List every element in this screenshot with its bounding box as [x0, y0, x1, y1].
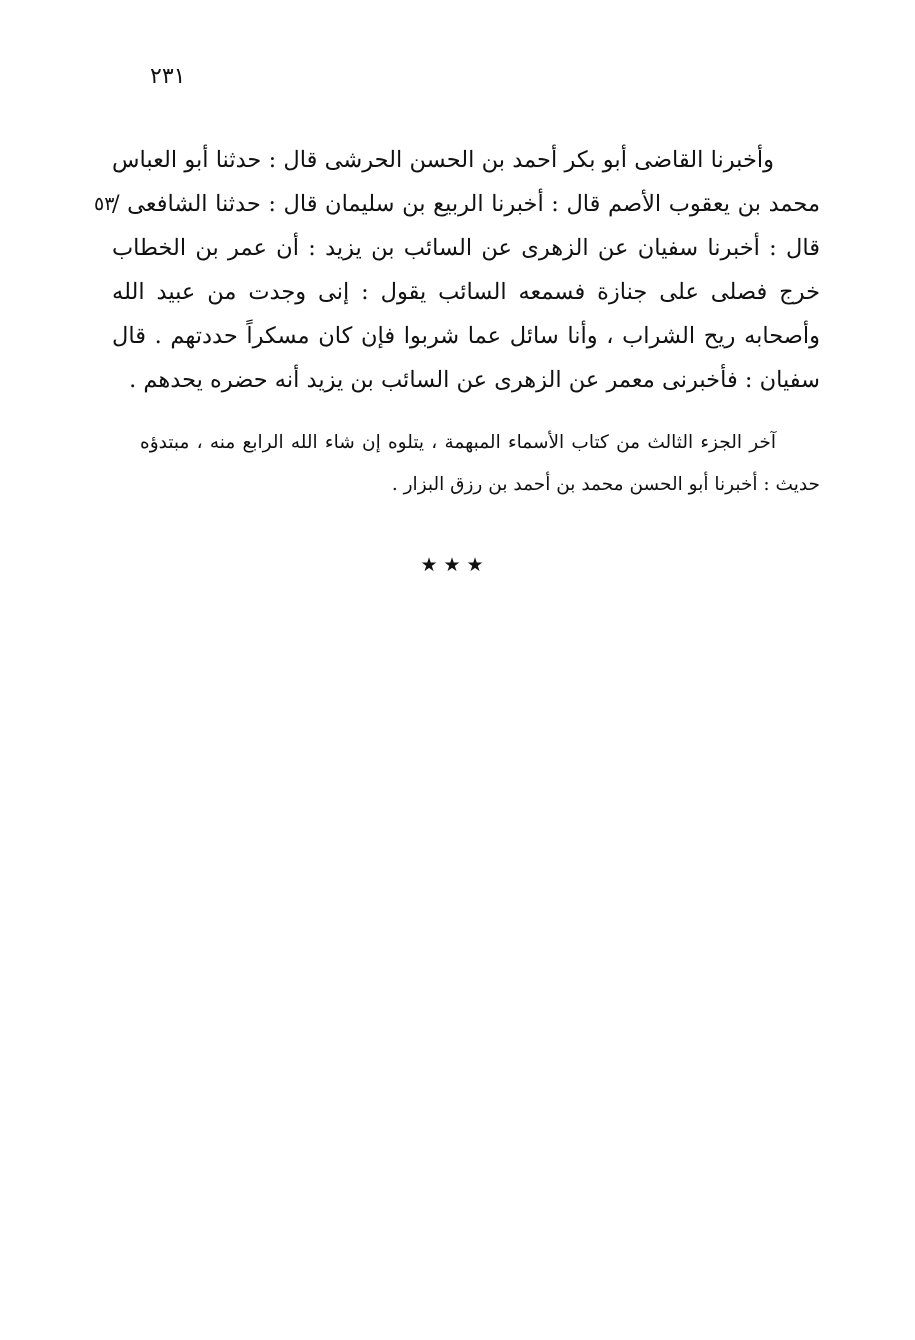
text-line: سفيان : فأخبرنى معمر عن الزهرى عن السائب بن يزيد أنه حضره يحدهم . — [129, 367, 820, 393]
section-end-ornament: ★★★ — [420, 554, 490, 576]
main-text-paragraph — [112, 138, 820, 402]
colophon-line: حديث : أخبرنا أبو الحسن محمد بن أحمد بن رزق البزار . — [391, 474, 820, 495]
text-line: خرج فصلى على جنازة فسمعه السائب يقول : إنى وجدت من عبيد الله — [112, 279, 820, 305]
colophon-note — [140, 422, 820, 506]
margin-reference-number: ٥٣ — [94, 193, 115, 215]
text-line: وأخبرنا القاضى أبو بكر أحمد بن الحسن الحرشى قال : حدثنا أبو العباس — [112, 147, 774, 173]
colophon-line: آخر الجزء الثالث من كتاب الأسماء المبهمة ، يتلوه إن شاء الله الرابع منه ، مبتدؤه — [140, 432, 776, 453]
page-number: ٢٣١ — [150, 64, 186, 89]
text-line: قال : أخبرنا سفيان عن الزهرى عن السائب بن يزيد : أن عمر بن الخطاب — [112, 235, 820, 261]
text-line: محمد بن يعقوب الأصم قال : أخبرنا الربيع بن سليمان قال : حدثنا الشافعى / — [112, 191, 820, 217]
text-line: وأصحابه ريح الشراب ، وأنا سائل عما شربوا فإن كان مسكراً حددتهم . قال — [112, 323, 820, 349]
